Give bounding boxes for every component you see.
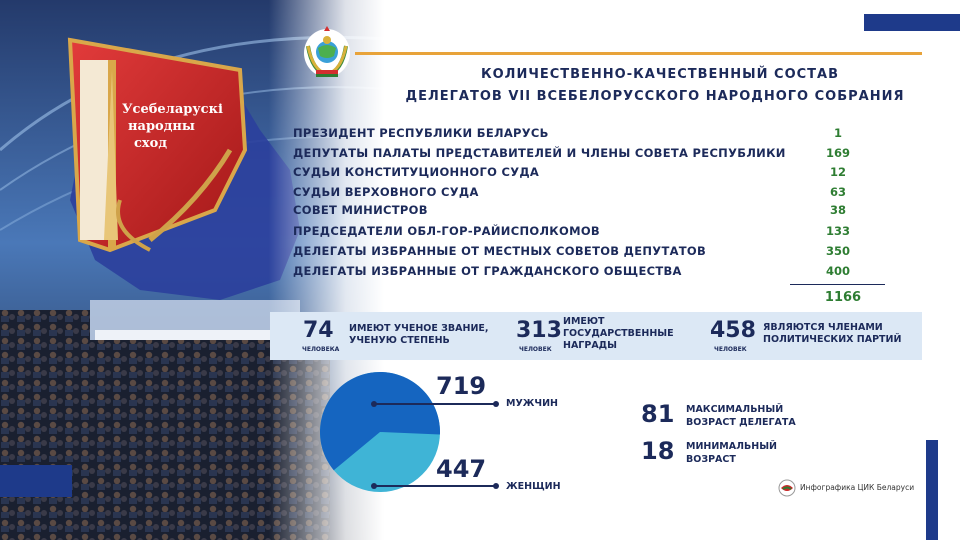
row-value-executive-committees: 133 — [825, 224, 850, 238]
min-age-label — [686, 440, 777, 466]
row-label-constitutional-court: СУДЬИ КОНСТИТУЦИОННОГО СУДА — [293, 165, 540, 179]
row-label-president: ПРЕЗИДЕНТ РЕСПУБЛИКИ БЕЛАРУСЬ — [293, 126, 549, 140]
title-line-2: ДЕЛЕГАТОВ VII ВСЕБЕЛОРУССКОГО НАРОДНОГО СОБРАНИЯ — [405, 89, 905, 104]
stat-desc-parties — [763, 322, 901, 346]
total-delegates: 1166 — [824, 290, 862, 305]
row-label-local-councils: ДЕЛЕГАТЫ ИЗБРАННЫЕ ОТ МЕСТНЫХ СОВЕТОВ ДЕПУТАТОВ — [293, 244, 707, 258]
row-value-local-councils: 350 — [825, 244, 850, 258]
stat-desc-awards — [563, 316, 674, 352]
stat-number-parties: 458 — [710, 318, 756, 343]
belarus-emblem-icon — [302, 26, 352, 78]
stat-desc-academic — [349, 323, 489, 347]
stat-desc-awards-line-2: ГОСУДАРСТВЕННЫЕ — [563, 328, 674, 339]
min-age-label-line-1: МИНИМАЛЬНЫЙ — [686, 441, 777, 452]
women-label: ЖЕНЩИН — [506, 481, 561, 492]
title-line-1: КОЛИЧЕСТВЕННО-КАЧЕСТВЕННЫЙ СОСТАВ — [480, 67, 840, 82]
row-value-constitutional-court: 12 — [829, 165, 846, 179]
max-age-label-line-1: МАКСИМАЛЬНЫЙ — [686, 404, 784, 415]
credit-text: Инфографика ЦИК Беларуси — [800, 483, 915, 492]
stat-number-awards: 313 — [516, 318, 562, 343]
stat-desc-parties-line-2: ПОЛИТИЧЕСКИХ ПАРТИЙ — [763, 334, 902, 345]
row-label-civil-society: ДЕЛЕГАТЫ ИЗБРАННЫЕ ОТ ГРАЖДАНСКОГО ОБЩЕСТВА — [293, 264, 682, 278]
men-label: МУЖЧИН — [506, 398, 558, 409]
max-age-number: 81 — [641, 400, 675, 428]
row-value-supreme-court: 63 — [829, 185, 846, 199]
row-label-supreme-court: СУДЬИ ВЕРХОВНОГО СУДА — [293, 185, 479, 199]
max-age-label-line-2: ВОЗРАСТ ДЕЛЕГАТА — [686, 417, 796, 428]
stat-desc-parties-line-1: ЯВЛЯЮТСЯ ЧЛЕНАМИ — [763, 322, 883, 333]
min-age-label-line-2: ВОЗРАСТ — [686, 454, 736, 465]
women-count: 447 — [436, 455, 487, 483]
sum-divider — [790, 284, 885, 285]
stat-unit-parties: ЧЕЛОВЕК — [714, 346, 747, 353]
stat-desc-academic-line-2: УЧЕНУЮ СТЕПЕНЬ — [349, 335, 450, 346]
row-label-deputies: ДЕПУТАТЫ ПАЛАТЫ ПРЕДСТАВИТЕЛЕЙ И ЧЛЕНЫ СОВЕТА РЕСПУБЛИКИ — [293, 146, 786, 160]
row-value-council-of-ministers: 38 — [829, 203, 846, 217]
row-value-civil-society: 400 — [825, 264, 850, 278]
stat-desc-academic-line-1: ИМЕЮТ УЧЕНОЕ ЗВАНИЕ, — [349, 323, 489, 334]
cik-logo-icon — [778, 479, 796, 497]
stat-number-academic: 74 — [303, 318, 334, 343]
stat-unit-academic: ЧЕЛОВЕКА — [302, 346, 340, 353]
max-age-label — [686, 403, 796, 429]
side-accent-bar — [926, 440, 938, 540]
title-divider — [355, 52, 922, 55]
row-label-council-of-ministers: СОВЕТ МИНИСТРОВ — [293, 203, 428, 217]
stat-desc-awards-line-1: ИМЕЮТ — [563, 316, 605, 327]
row-value-president: 1 — [833, 126, 842, 140]
stat-unit-awards: ЧЕЛОВЕК — [519, 346, 552, 353]
min-age-number: 18 — [641, 437, 675, 465]
stat-desc-awards-line-3: НАГРАДЫ — [563, 340, 617, 351]
top-accent-bar — [864, 14, 960, 31]
men-count: 719 — [436, 372, 487, 400]
row-label-executive-committees: ПРЕДСЕДАТЕЛИ ОБЛ-ГОР-РАЙИСПОЛКОМОВ — [293, 224, 600, 238]
row-value-deputies: 169 — [825, 146, 850, 160]
